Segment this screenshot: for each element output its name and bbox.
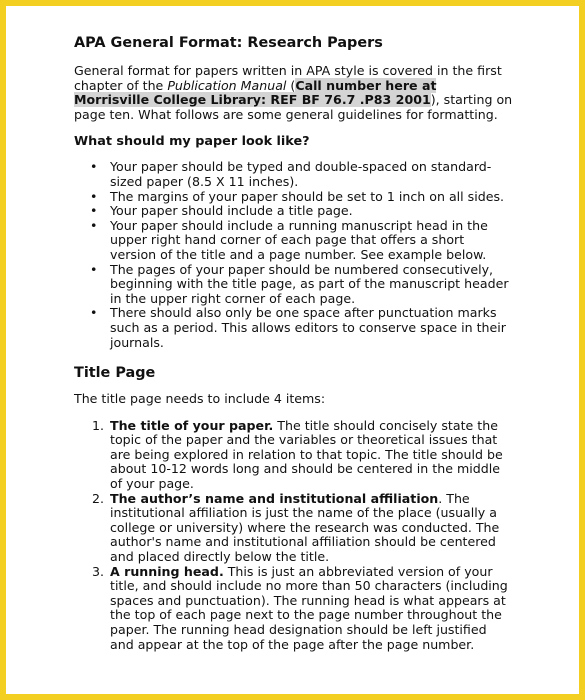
guideline-item: • Your paper should be typed and double-spaced on standard-sized paper (8.5 X 11 inches). xyxy=(74,160,514,189)
intro-paragraph xyxy=(74,64,514,122)
item-number: 3. xyxy=(92,563,105,579)
title-page-intro: The title page needs to include 4 items: xyxy=(74,391,326,407)
item-lead: The author’s name and institutional affiliation xyxy=(110,490,439,506)
manual-title: Publication Manual xyxy=(167,77,287,93)
item-text: The title should concisely state the topic of the paper and the variables or theoretical issues that are being explored in relation to that topic. The title should be about 10-12 words long and should be centered in the middle of your page. xyxy=(110,417,503,492)
item-text: This is just an abbreviated version of your title, and should include no more than 50 characters (including spaces and punctuation). The running head is what appears at the top of each page next to the page number throughout the paper. The running head designation should be left justified and appear at the top of the page after the page number. xyxy=(110,563,508,652)
document-title: APA General Format: Research Papers xyxy=(74,35,383,51)
title-page-item xyxy=(74,492,514,565)
item-lead: The title of your paper. xyxy=(110,417,274,433)
title-page-item xyxy=(74,419,514,492)
title-page-item xyxy=(74,565,514,653)
item-text: . The institutional affiliation is just the name of the place (usually a college or university) where the research was conducted. The author's name and institutional affiliation should be centered and placed directly below the title. xyxy=(110,490,500,565)
guideline-item: • The margins of your paper should be set to 1 inch on all sides. xyxy=(74,190,514,205)
item-number: 2. xyxy=(92,490,105,506)
guideline-item: • Your paper should include a running manuscript head in the upper right hand corner of each page that offers a short version of the title and a page number. See example below. xyxy=(74,219,514,263)
section-heading-look: What should my paper look like? xyxy=(74,134,310,150)
guideline-list xyxy=(74,160,514,350)
section-heading-title-page: Title Page xyxy=(74,365,156,382)
call-number-highlight: Call number here at Morrisville College Library: REF BF 76.7 .P83 2001 xyxy=(74,77,437,108)
intro-text-3: ), starting on page ten. What follows are some general guidelines for formatting. xyxy=(74,92,513,122)
item-number: 1. xyxy=(92,417,105,433)
intro-text-1: General format for papers written in APA style is covered in the first chapter of the xyxy=(74,63,502,93)
item-lead: A running head. xyxy=(110,563,224,579)
guideline-item: • The pages of your paper should be numbered consecutively, beginning with the title page, as part of the manuscript header in the upper right corner of each page. xyxy=(74,263,514,307)
title-page-items xyxy=(74,419,514,653)
guideline-item: • Your paper should include a title page. xyxy=(74,204,514,219)
document-page xyxy=(74,34,514,652)
guideline-item: • There should also only be one space after punctuation marks such as a period. This allows editors to conserve space in their journals. xyxy=(74,306,514,350)
intro-text-2: ( xyxy=(286,77,296,93)
